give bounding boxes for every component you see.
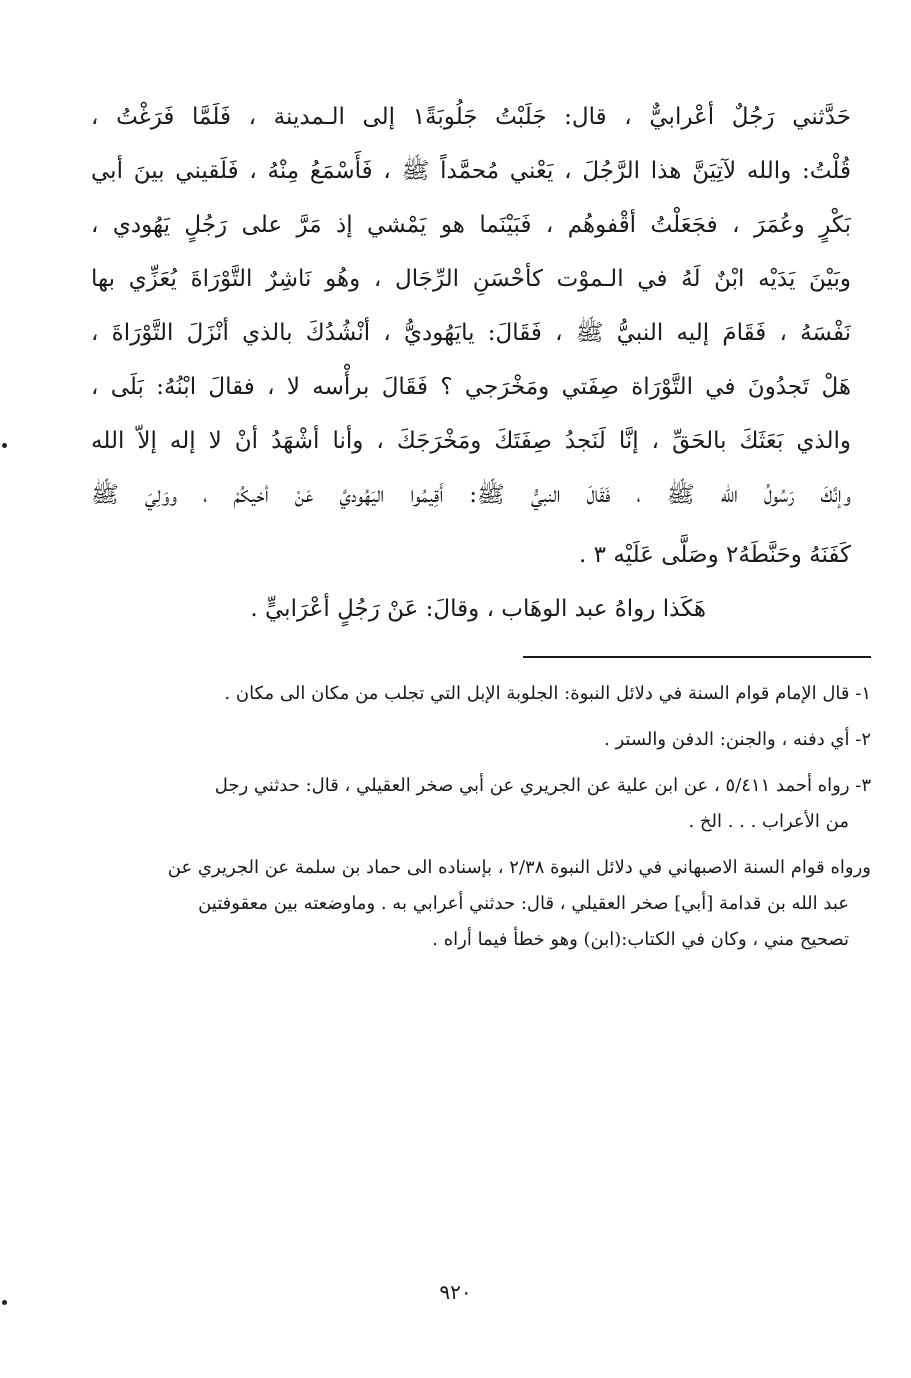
footnote: [81, 768, 871, 840]
footnote-line: ٣- رواه أحمد ٥/٤١١ ، عن ابن علية عن الجريري عن أبي صخر العقيلي ، قال: حدثني رجل: [214, 775, 871, 796]
text-line: وبَيْنَ يَدَيْه ابْنٌ لَهُ في الـموْت كأحْسَنِ الرِّجَال ، وهُو نَاشِرٌ التَّوْرَاةَ يُعَزِّي بها: [91, 266, 851, 292]
footnote-separator: [523, 656, 871, 658]
footnote: [81, 722, 871, 758]
footnote-line: تصحيح مني ، وكان في الكتاب:(ابن) وهو خطأ فيما أراه .: [432, 929, 849, 950]
main-text: [91, 90, 851, 636]
footnote: [81, 676, 871, 712]
text-line: والذي بَعَثَكَ بالحَقِّ ، إنَّا لَنَجدُ صِفَتَكَ ومَخْرَجَكَ ، وأنا أشْهَدُ أنْ لا إله إلاّ الله: [91, 428, 851, 454]
text-line: وإنَّكَ رَسُولُ الله ﷺ ، فَقَالَ النبيُّ ﷺ: أَقِيمُوا اليَهُوديَّ عَنْ أخيكُمْ ، ووَلِيَ ﷺ: [91, 482, 851, 508]
page-number: ٩٢٠: [439, 1280, 472, 1304]
footnote-line: ورواه قوام السنة الاصبهاني في دلائل النبوة ٢/٣٨ ، بإسناده الى حماد بن سلمة عن الجريري عن: [167, 857, 871, 878]
text-line: حَدَّثني رَجُلٌ أعْرابيٌّ ، قال: جَلَبْتُ جَلُوبَةً١ إلى الـمدينة ، فَلَمَّا فَرَغْتُ ،: [91, 104, 851, 130]
text-line: نَفْسَهُ ، فَقَامَ إليه النبيُّ ﷺ ، فَقَالَ: يايَهُوديُّ ، أنْشُدُكَ بالذي أنْزَلَ التَّوْرَاةَ ،: [91, 320, 851, 346]
text-line: هَكَذا رواهُ عبد الوهَاب ، وقالَ: عَنْ رَجُلٍ أعْرَابيٍّ .: [250, 596, 706, 622]
footnote-line: ٢- أي دفنه ، والجنن: الدفن والستر .: [604, 729, 871, 750]
scan-speck: [2, 1300, 7, 1305]
footnote-line: من الأعراب . . . الخ .: [688, 811, 849, 832]
footnote-line: عبد الله بن قدامة [أبي] صخر العقيلي ، قال: حدثني أعرابي به . وماوضعته بين معقوفتين: [198, 893, 849, 914]
footnote: [81, 850, 871, 958]
text-line: بَكْرٍ وعُمَرَ ، فجَعَلْتُ أقْفوهُم ، فَبَيْنَما هو يَمْشي إذ مَرَّ على رَجُلٍ يَهُودي ،: [91, 212, 851, 238]
text-line: كَفَنَهُ وحَنَّطَهُ٢ وصَلَّى عَلَيْه ٣ .: [579, 542, 851, 568]
footnote-line: ١- قال الإمام قوام السنة في دلائل النبوة: الجلوبة الإبل التي تجلب من مكان الى مكان .: [224, 683, 871, 704]
scan-speck: [2, 443, 7, 448]
text-line: هَلْ تَجدُونَ في التَّوْرَاة صِفَتي ومَخْرَجي ؟ فَقَالَ برأْسه لا ، فقالَ ابْنُهُ: بَلَى ،: [91, 374, 851, 400]
text-line: قُلْتُ: والله لآتِيَنَّ هذا الرَّجُلَ ، يَعْني مُحمَّداً ﷺ ، فَأَسْمَعُ مِنْهُ ، فَلَقيني بينَ أبي: [91, 158, 851, 184]
footnotes: [81, 676, 871, 968]
